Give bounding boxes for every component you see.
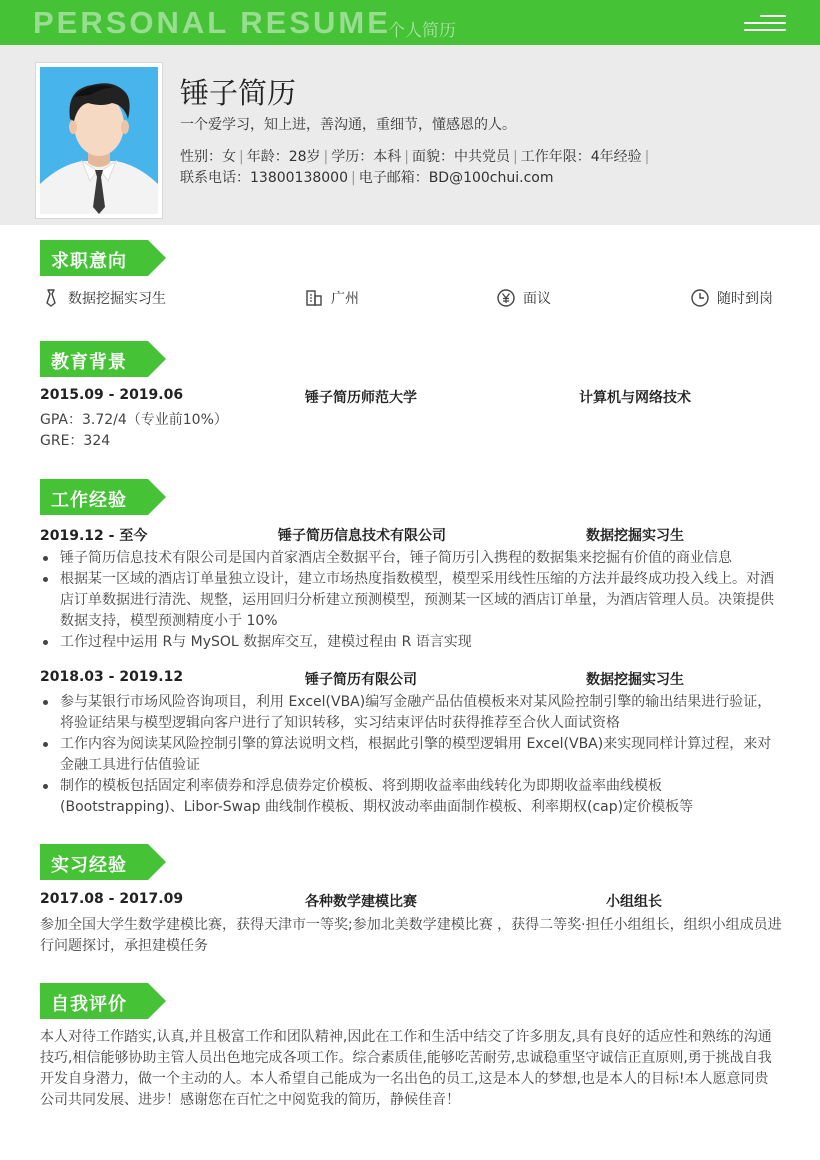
profile-politics: 面貌：中共党员 (411, 149, 510, 165)
work-duties-list (40, 692, 780, 818)
profile-section (0, 45, 820, 225)
work-role: 数据挖掘实习生 (586, 672, 684, 688)
clock-icon (691, 289, 709, 307)
education-gre: GRE：324 (40, 433, 111, 449)
work-company: 锤子简历有限公司 (305, 672, 417, 688)
intention-position: 数据挖掘实习生 (42, 288, 166, 308)
section-header-work (40, 479, 168, 515)
section-title-work: 工作经验 (51, 490, 127, 511)
profile-name: 锤子简历 (180, 76, 297, 110)
profile-gender: 性别：女 (180, 149, 236, 165)
work-company: 锤子简历信息技术有限公司 (278, 528, 446, 544)
education-gpa: GPA：3.72/4（专业前10%） (40, 412, 228, 428)
internship-role: 小组组长 (606, 894, 662, 910)
list-item: 根据某一区域的酒店订单量独立设计，建立市场热度指数模型，模型采用线性压缩的方法并最终成功投入线上。对酒店订单数据进行清洗、规整，运用回归分析建立预测模型，预测某一区域的酒店订单量，为酒店管理人员。决策提供数据支持，模型预测精度小于 10% (40, 569, 780, 632)
work-period: 2018.03 - 2019.12 (40, 669, 184, 685)
work-duties-list (40, 548, 780, 653)
internship-name: 各种数学建模比赛 (305, 894, 417, 910)
profile-motto: 一个爱学习，知上进，善沟通，重细节，懂感恩的人。 (180, 117, 516, 133)
profile-email: 电子邮箱：BD@100chui.com (358, 170, 554, 186)
menu-icon[interactable] (744, 15, 786, 33)
section-header-internship (40, 844, 168, 880)
yen-icon (497, 289, 515, 307)
education-major: 计算机与网络技术 (579, 390, 691, 406)
education-period: 2015.09 - 2019.06 (40, 387, 184, 403)
profile-phone: 联系电话：13800138000 (180, 170, 348, 186)
section-header-education (40, 341, 168, 377)
section-title-internship: 实习经验 (51, 855, 127, 876)
header-banner (0, 0, 820, 45)
self-evaluation-text: 本人对待工作踏实,认真,并且极富工作和团队精神,因此在工作和生活中结交了许多朋友,具有良好的适应性和熟练的沟通技巧,相信能够协助主管人员出色地完成各项工作。综合素质佳,能够吃苦耐劳,忠诚稳重坚守诚信正直原则,勇于挑战自我开发自身潜力，做一个主动的人。本人希望自己能成为一名出色的员工,这是本人的梦想,也是本人的目标!本人愿意同贵公司共同发展、进步！感谢您在百忙之中阅览我的简历，静候佳音！ (40, 1029, 772, 1108)
list-item: 参与某银行市场风险咨询项目，利用 Excel(VBA)编写金融产品估值模板来对某风险控制引擎的输出结果进行验证，将验证结果与模型逻辑向客户进行了知识转移，实习结束评估时获得推荐至合伙人面试资格 (40, 692, 780, 734)
tie-icon (42, 289, 60, 307)
section-title-education: 教育背景 (51, 352, 127, 373)
section-header-intention (40, 240, 168, 276)
section-header-self (40, 983, 168, 1019)
work-period: 2019.12 - 至今 (40, 528, 148, 544)
profile-years: 工作年限：4年经验 (520, 149, 642, 165)
intention-city: 广州 (305, 288, 359, 308)
list-item: 工作过程中运用 R与 MySOL 数据库交互，建模过程由 R 语言实现 (40, 632, 780, 653)
internship-description: 参加全国大学生数学建模比赛，获得天津市一等奖;参加北美数学建模比赛 ，获得二等奖·担任小组组长，组织小组成员进行问题探讨，承担建模任务 (40, 917, 782, 954)
building-icon (305, 289, 323, 307)
internship-period: 2017.08 - 2017.09 (40, 891, 184, 907)
profile-info-line-2: 联系电话：13800138000 | 电子邮箱：BD@100chui.com (180, 170, 554, 186)
intention-salary: 面议 (497, 288, 551, 308)
work-role: 数据挖掘实习生 (586, 528, 684, 544)
header-title-cn: 个人简历 (388, 21, 456, 41)
section-title-intention: 求职意向 (51, 251, 127, 272)
education-school: 锤子简历师范大学 (305, 390, 417, 406)
list-item: 锤子简历信息技术有限公司是国内首家酒店全数据平台，锤子简历引入携程的数据集来挖掘有价值的商业信息 (40, 548, 780, 569)
profile-age: 年龄：28岁 (246, 149, 321, 165)
avatar (35, 62, 163, 219)
profile-education: 学历：本科 (331, 149, 402, 165)
avatar-photo (40, 67, 158, 214)
list-item: 工作内容为阅读某风险控制引擎的算法说明文档，根据此引擎的模型逻辑用 Excel(VBA)来实现同样计算过程，来对金融工具进行估值验证 (40, 734, 780, 776)
intention-availability: 随时到岗 (691, 288, 773, 308)
list-item: 制作的模板包括固定利率债券和浮息债券定价模板、将到期收益率曲线转化为即期收益率曲线模板(Bootstrapping)、Libor-Swap 曲线制作模板、期权波动率曲面制作模板、利率期权(cap)定价模板等 (40, 776, 780, 818)
profile-info-line-1: 性别：女 | 年龄：28岁 | 学历：本科 | 面貌：中共党员 | 工作年限：4年经验 | (180, 149, 650, 165)
section-title-self: 自我评价 (51, 994, 127, 1015)
header-title-en: PERSONAL RESUME (33, 5, 391, 40)
